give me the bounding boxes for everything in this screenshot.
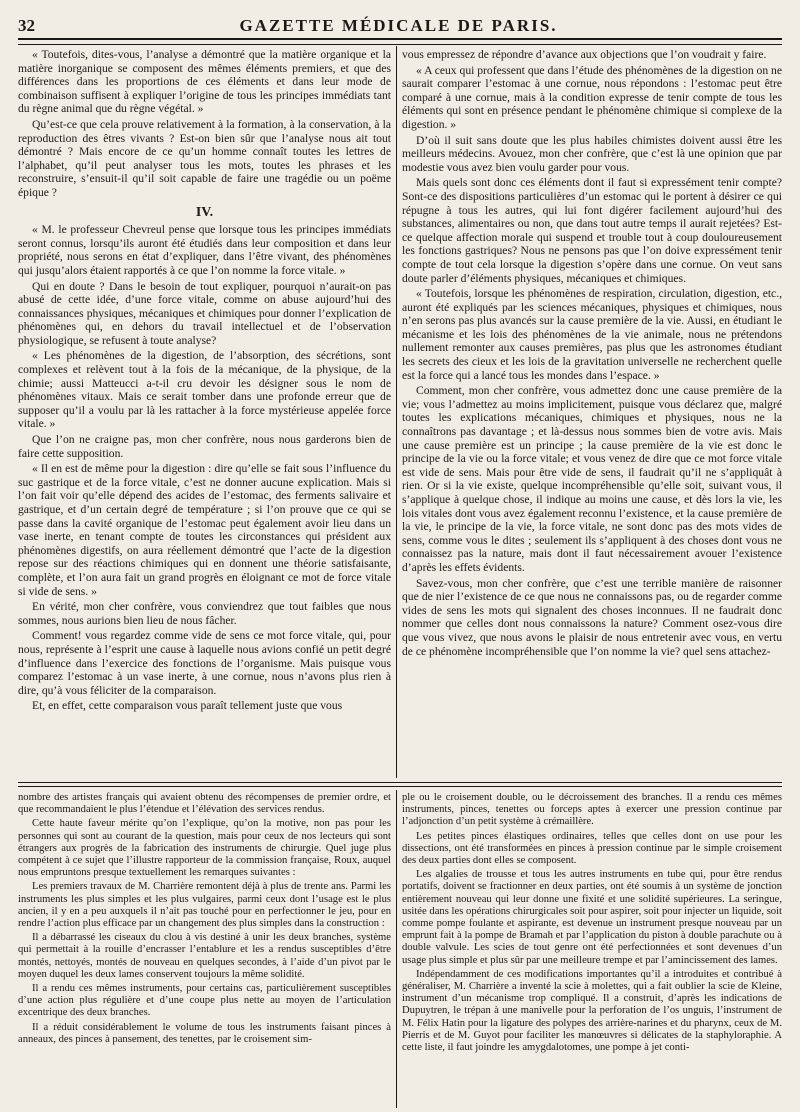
paragraph: nombre des artistes français qui avaient obtenu des récompenses de premier ordre, et que recommandaient le plus l’étendue et l’élévation des services rendus.	[18, 792, 391, 816]
paragraph: Cette haute faveur mérite qu’on l’explique, qu’on la motive, non pas pour les personnes qui sont au courant de la question, mais pour ceux de nos lecteurs qui sont étrangers aux progrès de la fabrication des instruments de chirurgie. Quel juge plus compétent à ce sujet que l’illustre rapporteur de la commission française, Roux, auquel nous empruntons presque textuellement les remarques suivantes :	[18, 818, 391, 879]
paragraph: Qu’est-ce que cela prouve relativement à la formation, à la conservation, à la reproduction des êtres vivants ? Est-on bien sûr que l’analyse nous ait tout démontré ? Mais encore de ce qu’un homme connaît toutes les lettres de l’alphabet, qu’il peut analyser tous les mots, toutes les phrases et les reconstruire, s’ensuit-il qu’il soit capable de faire une tragédie ou un poëme épique ?	[18, 117, 391, 199]
paragraph: Mais quels sont donc ces éléments dont il faut si expressément tenir compte? Sont-ce des dispositions particulières d’un estomac qui le portent à désirer ce qui répugne à tous les autres, qui lui font digérer facilement aujourd’hui des substances, alimentaires ou non, que dans tout autre temps il aurait rejetées? Est-ce quelque affection morale qui suspend et trouble tout à coup douloureusement les fonctions gastriques? Nous ne pensons pas que l’on doive expressément tenir compte de tout cela lorsque la digestion s’opère dans une cornue. On veut sans doute parler d’éléments physiques, mécaniques et chimiques.	[402, 176, 782, 285]
paragraph: Les algalies de trousse et tous les autres instruments en tube qui, pour être rendus portatifs, doivent se fractionner en deux parties, ont été soumis à un système de jonction entièrement nouveau qui leur donne une fixité et une solidité supérieures. La seringue, usitée dans les opérations chirurgicales soit pour aspirer, soit pour injecter un liquide, soit comme pompe foulante et aspirante, est devenue un instrument presque nouveau par un emprunt fait à la pompe de Bramah et par l’application du piston à double parachute ou à double valvule. Les scies de tout genre ont été perfectionnées et sont devenues d’un usage plus simple et plus sûr par une meilleure trempe et par l’amincissement des lames.	[402, 869, 782, 966]
paragraph: Comment! vous regardez comme vide de sens ce mot force vitale, qui, pour nous, représente à l’esprit une cause à laquelle nous avions confié un petit degré d’influence dans l’exercice des fonctions de l’organisme. Mais puisque vous comparez l’estomac à un vase inerte, à une cornue, nous n’avons plus rien à dire, qu’à vous féliciter de la comparaison.	[18, 629, 391, 697]
header-rule	[18, 38, 782, 45]
paragraph: ple ou le croisement double, ou le décroissement des branches. Il a rendu ces mêmes instruments, pinces, tenettes ou forceps aptes à exercer une pression continue par l’adjonction d’un petit système à crémaillère.	[402, 792, 782, 828]
paragraph: En vérité, mon cher confrère, vous conviendrez que tout faibles que nous sommes, nous aurions bien lieu de nous fâcher.	[18, 600, 391, 627]
paragraph: « M. le professeur Chevreul pense que lorsque tous les principes immédiats seront connus, lorsqu’ils auront été étudiés dans leur composition et dans leur propriété, nous serons en état d’expliquer, dans l’être vivant, des phénomènes qui jusqu’alors étaient rapportés à ce que l’on nomme la force vitale. »	[18, 223, 391, 277]
paragraph: D’où il suit sans doute que les plus habiles chimistes doivent aussi être les meilleurs médecins. Avouez, mon cher confrère, que c’est là une opinion que par modestie vous avez bien voulu garder pour vous.	[402, 133, 782, 174]
paragraph: Que l’on ne craigne pas, mon cher confrère, nous nous garderons bien de faire cette supposition.	[18, 433, 391, 460]
paragraph: Et, en effet, cette comparaison vous paraît tellement juste que vous	[32, 699, 343, 713]
column-right-lower	[402, 792, 782, 1107]
paragraph: « Les phénomènes de la digestion, de l’absorption, des sécrétions, sont complexes et relèvent tout à la fois de la mécanique, de la physique, de la chimie; aussi Matteucci a-t-il cru devoir les désigner sous le nom de phénomènes vitaux. Mais ce serait tomber dans une profonde erreur que de supposer qu’il a voulu par là les rattacher à la force mystérieuse appelée force vitale. »	[18, 349, 391, 431]
paragraph: Qui en doute ? Dans le besoin de tout expliquer, pourquoi n’aurait-on pas abusé de cette idée, d’une force vitale, comme on abuse aujourd’hui des connaissances physiques, mécaniques et chimiques pour donner l’explication de phénomènes qui, en dehors du travail intellectuel et de l’observation physiologique, se refusent à toute analyse?	[18, 279, 391, 347]
page-number: 32	[18, 16, 35, 35]
page-header	[18, 14, 782, 36]
column-left-upper	[18, 48, 391, 778]
column-divider-bottom	[396, 790, 397, 1108]
paragraph: Savez-vous, mon cher confrère, que c’est une terrible manière de raisonner que de nier l’existence de ce que nous ne connaissons pas, ou de regarder comme vides de sens les mots qui signalent des choses inconnues. Il ne faudrait donc nommer que celles dont nous connaissons la nature? Comment osez-vous dire que vous vivez, que nous avons le plaisir de nous entretenir avec vous, en vertu de ce phénomène incompréhensible que l’on nomme la vie? quel sens attachez-	[402, 576, 782, 658]
paragraph: Comment, mon cher confrère, vous admettez donc une cause première de la vie; vous l’admettez au moins implicitement, puisque vous déclarez que, malgré toutes les explications mécaniques, chimiques et physiques, nous ne la connaîtrons pas davantage ; et là-dessus nous sommes bien de votre avis. Mais une cause première est un principe ; la cause première de la vie est donc le principe de la vie ou la force vitale; et vous venez de dire que ce mot force vitale est vide de sens. Mais pour être vide de sens, il faudrait qu’il ne s’appliquât à rien. Or si la vie existe, quelque incompréhensible qu’elle soit, suivant vous, il s’applique à quelque chose, il indique au moins une cause, et dès lors la vie, les lois vitales dont vous avez également reconnu l’existence, et la cause première de la vie, le principe de la vie, la force vitale, ne sont donc pas des mots vides de sens, comme vous le dites ; seulement ils s’appliquent à des choses dont vous ne connaissez pas la nature, mais dont il faut nécessairement avouer l’existence d’après les effets évidents.	[402, 384, 782, 574]
column-left-lower	[18, 792, 391, 1107]
paragraph: Il a débarrassé les ciseaux du clou à vis destiné à unir les deux branches, système qui permettait à la rouille d’encrasser l’entablure et les a rendus susceptibles d’être montés, nettoyés, montés de nouveau en quelques secondes, à l’aide d’un pivot par le moyen duquel les deux lames conservent toujours la même solidité.	[18, 932, 391, 980]
paragraph: Les premiers travaux de M. Charrière remontent déjà à plus de trente ans. Parmi les instruments les plus simples et les plus vulgaires, parmi ceux dont l’usage est le plus ancien, il y en a peu auxquels il n’ait pas touché pour en perfectionner le jeu, pour en rendre l’action plus efficace par un changement des plus simples dans la construction :	[18, 881, 391, 930]
column-right-upper	[402, 48, 782, 778]
paragraph: Indépendamment de ces modifications importantes qu’il a introduites et contribué à généraliser, M. Charrière a inventé la scie à molettes, qui a fait oublier la scie de Kleine, instrument d’un mécanisme trop compliqué. Il a construit, d’après les indications de Dupuytren, le trépan à une manivelle pour la perforation de l’os unguis, l’instrument de M. Félix Hatin pour la ligature des polypes des arrière-narines et du pharynx, ceux de M. Pierris et de M. Guyot pour faciliter les manœuvres si délicates de la staphyloraphie. A cette liste, il faut joindre les amygdalotomes, une pompe à jet conti-	[402, 968, 782, 1054]
paragraph: Il a réduit considérablement le volume de tous les instruments faisant pinces à anneaux, des pinces à pansement, des tenettes, par le croisement sim-	[18, 1021, 391, 1045]
paragraph: vous empressez de répondre d’avance aux objections que l’on voudrait y faire.	[402, 48, 767, 61]
publication-title: GAZETTE MÉDICALE DE PARIS.	[239, 16, 558, 35]
paragraph: Il a rendu ces mêmes instruments, pour certains cas, particulièrement susceptibles d’une action plus régulière et d’une coupe plus nette au moyen de l’articulation excentrique des deux branches.	[18, 983, 391, 1019]
paragraph: « Toutefois, dites-vous, l’analyse a démontré que la matière organique et la matière inorganique se composent des mêmes éléments premiers, et que des différences dans les proportions de ces éléments et dans leur mode de combinaison suffisent à expliquer l’origine de tous les principes immédiats tant du règne animal que du règne végétal. »	[18, 48, 391, 116]
feuilleton-rule	[18, 782, 782, 787]
paragraph: « Il en est de même pour la digestion : dire qu’elle se fait sous l’influence du suc gastrique et de la force vitale, c’est ne donner aucune explication. Mais si l’on fait voir qu’elle dépend des acides de l’estomac, des ferments salivaire et gastrique, et d’un certain degré de température ; si l’on prouve que ce qui se passe dans la cavité organique de l’estomac peut également avoir lieu dans un vase inerte, en tenant compte de toutes les circonstances qui président aux phénomènes digestifs, on aura réellement démontré que l’acte de la digestion repose sur des réactions chimiques qui en donnent une théorie satisfaisante, complète, et l’on aura fait un grand progrès en éloignant ce mot de force vitale si vide de sens. »	[18, 462, 391, 598]
section-heading: IV.	[195, 204, 214, 220]
paragraph: « Toutefois, lorsque les phénomènes de respiration, circulation, digestion, etc., auront été expliqués par les sciences mécaniques, physiques et chimiques, nous n’en serons pas plus avancés sur la cause première de la vie. Aussi, en étudiant le mécanisme et les lois des phénomènes de la vie animale, nous ne prétendons nullement remonter aux causes premières, pas plus que les astronomes étudiant les secrets des cieux et les lois de la gravitation universelle ne recherchent quelle est la force qui a lancé tous les mondes dans l’espace. »	[402, 287, 782, 382]
paragraph: Les petites pinces élastiques ordinaires, telles que celles dont on use pour les dissections, ont été transformées en pinces à pression continue par le simple croisement des deux parties dont elles se composent.	[402, 830, 782, 867]
column-divider-top	[396, 46, 397, 778]
paragraph: « A ceux qui professent que dans l’étude des phénomènes de la digestion on ne saurait comparer l’estomac à une cornue, nous répondons : l’estomac peut être comparé à une cornue, mais à la condition expresse de tenir compte de tous les éléments qui sont en présence pendant le phénomène chimique si complexe de la digestion. »	[402, 63, 782, 131]
